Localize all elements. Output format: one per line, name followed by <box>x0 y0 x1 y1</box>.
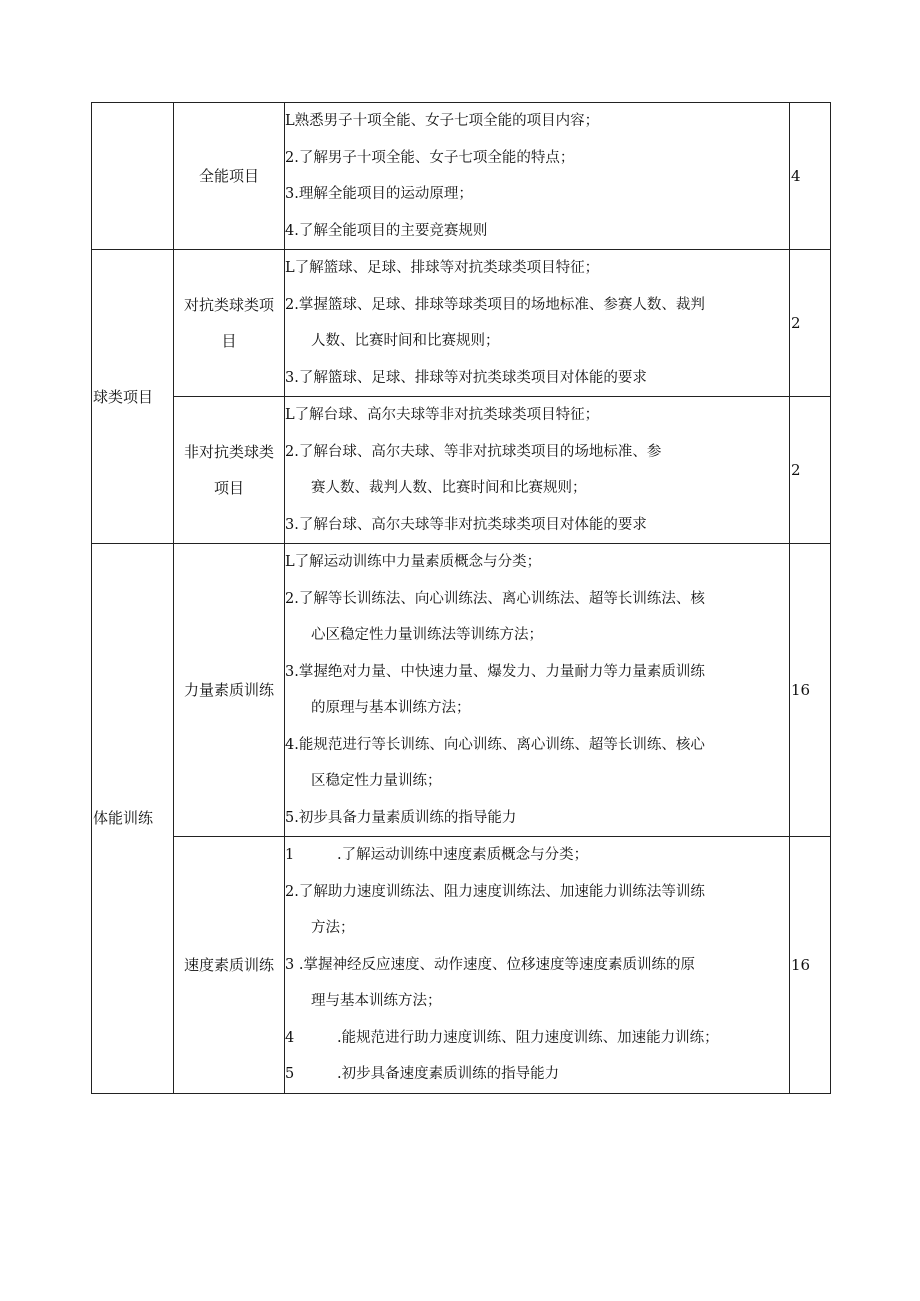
content-cell <box>285 103 790 250</box>
content-cell <box>285 397 790 544</box>
content-line: 2.了解男子十项全能、女子七项全能的特点； <box>285 149 575 166</box>
hours-cell: 2 <box>790 397 831 544</box>
content-line: 2.了解助力速度训练法、阻力速度训练法、加速能力训练法等训练 <box>285 883 705 900</box>
content-line: 方法； <box>311 920 355 936</box>
subject-cell: 速度素质训练 <box>174 837 285 1094</box>
category-cell: 体能训练 <box>92 544 174 1094</box>
hours-cell: 16 <box>790 544 831 837</box>
subject-cell: 全能项目 <box>174 103 285 250</box>
table-row <box>92 397 831 544</box>
subject-cell: 力量素质训练 <box>174 544 285 837</box>
syllabus-table <box>91 102 831 1094</box>
content-line: 3.了解台球、高尔夫球等非对抗类球类项目对体能的要求 <box>285 516 647 533</box>
item-text: .了解运动训练中速度素质概念与分类； <box>337 847 589 863</box>
item-text: .能规范进行助力速度训练、阻力速度训练、加速能力训练； <box>337 1029 719 1046</box>
content-line: 4.了解全能项目的主要竞赛规则 <box>285 222 488 239</box>
hours-cell: 2 <box>790 250 831 397</box>
content-line: 2.了解台球、高尔夫球、等非对抗球类项目的场地标准、参 <box>285 443 662 460</box>
hours-cell: 4 <box>790 103 831 250</box>
item-number: 5 <box>285 1066 295 1082</box>
content-line: L熟悉男子十项全能、女子七项全能的项目内容； <box>285 113 600 129</box>
content-cell <box>285 250 790 397</box>
table-row <box>92 103 831 250</box>
content-line: L了解运动训练中力量素质概念与分类； <box>285 554 542 570</box>
category-cell <box>92 250 174 544</box>
content-line: 5.初步具备力量素质训练的指导能力 <box>285 809 517 826</box>
content-line: 的原理与基本训练方法； <box>311 700 471 716</box>
category-label: 球类项目 <box>93 387 154 406</box>
content-line: L了解台球、高尔夫球等非对抗类球类项目特征； <box>285 407 600 423</box>
content-line <box>285 1020 789 1057</box>
content-line: 理与基本训练方法； <box>311 993 442 1009</box>
item-text: .初步具备速度素质训练的指导能力 <box>337 1066 560 1082</box>
content-cell <box>285 544 790 837</box>
table-row <box>92 250 831 397</box>
content-line: 区稳定性力量训练； <box>311 773 442 789</box>
content-line <box>285 837 789 874</box>
content-line: 赛人数、裁判人数、比赛时间和比赛规则； <box>311 480 587 496</box>
content-line: 3 .掌握神经反应速度、动作速度、位移速度等速度素质训练的原 <box>285 956 695 973</box>
subject-cell: 非对抗类球类项目 <box>174 397 285 544</box>
item-number: 4 <box>285 1029 295 1046</box>
content-line: 2.了解等长训练法、向心训练法、离心训练法、超等长训练法、核 <box>285 590 705 607</box>
content-line: L了解篮球、足球、排球等对抗类球类项目特征； <box>285 260 600 276</box>
content-line: 3.理解全能项目的运动原理； <box>285 186 473 202</box>
content-line: 4.能规范进行等长训练、向心训练、离心训练、超等长训练、核心 <box>285 736 705 753</box>
category-cell-empty <box>92 103 174 250</box>
content-line: 人数、比赛时间和比赛规则； <box>311 333 500 349</box>
content-cell <box>285 837 790 1094</box>
content-line: 2.掌握篮球、足球、排球等球类项目的场地标准、参赛人数、裁判 <box>285 296 705 313</box>
table-row <box>92 544 831 837</box>
content-line: 3.掌握绝对力量、中快速力量、爆发力、力量耐力等力量素质训练 <box>285 663 705 680</box>
content-line: 3.了解篮球、足球、排球等对抗类球类项目对体能的要求 <box>285 369 647 386</box>
subject-cell: 对抗类球类项目 <box>174 250 285 397</box>
item-number: 1 <box>285 847 295 863</box>
content-line <box>285 1056 789 1093</box>
table-row <box>92 837 831 1094</box>
hours-cell: 16 <box>790 837 831 1094</box>
content-line: 心区稳定性力量训练法等训练方法； <box>311 627 543 643</box>
